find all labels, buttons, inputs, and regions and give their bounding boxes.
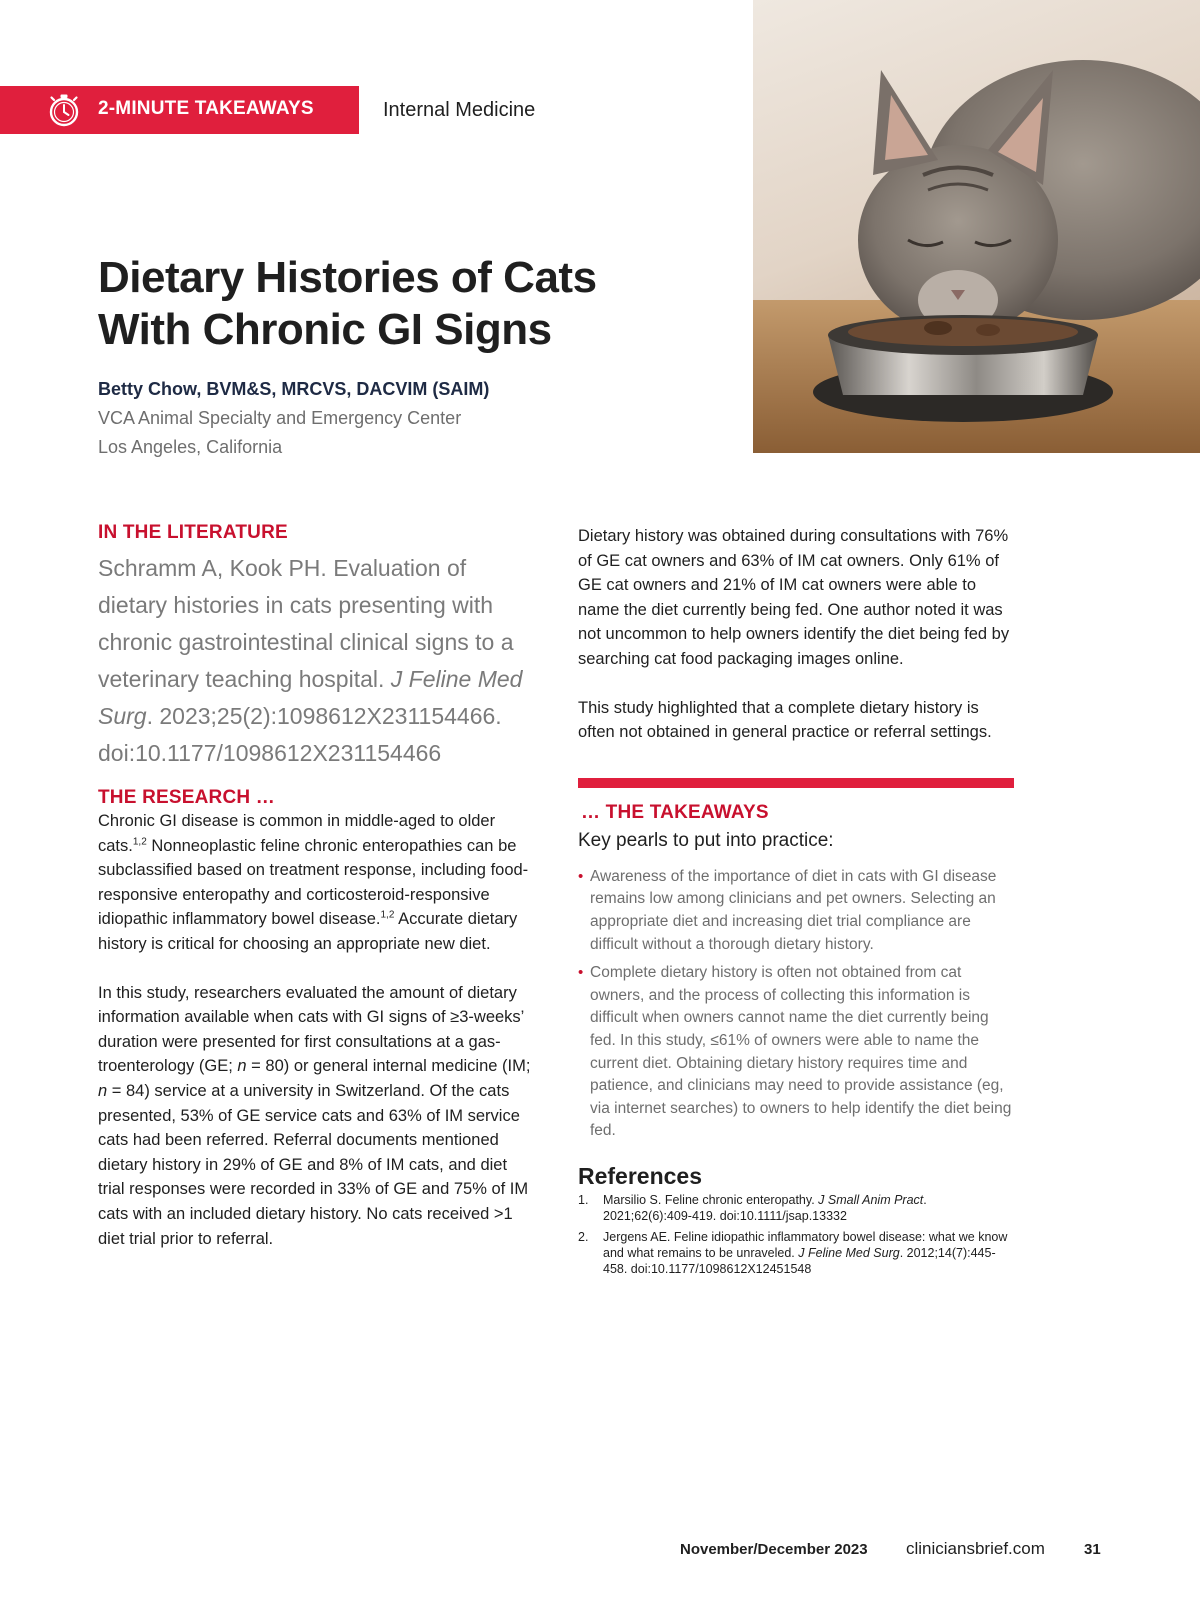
literature-heading: IN THE LITERATURE bbox=[98, 522, 288, 543]
reference-number: 2. bbox=[578, 1229, 589, 1244]
reference-details: . 2012;14(7):445-458. doi:10.1177/1098612X12451548 bbox=[603, 1245, 996, 1276]
band-label: 2-MINUTE TAKEAWAYS bbox=[98, 98, 314, 119]
research-text: Nonneoplastic feline chronic enteropathies can be subclassified based on treatment response, including food-responsive enteropathy and corticosteroid-responsive idiopathic inflammatory bowel disease. bbox=[98, 836, 529, 929]
author-location: Los Angeles, California bbox=[98, 437, 283, 457]
references-list bbox=[578, 1192, 1018, 1277]
research-paragraph-2 bbox=[98, 981, 538, 1252]
conclusion-paragraph: This study highlighted that a complete dietary history is often not obtained in general practice or referral settings. bbox=[578, 698, 992, 742]
cat-photo bbox=[753, 0, 1200, 453]
reference-journal: J Small Anim Pract bbox=[818, 1192, 924, 1207]
reference-item bbox=[578, 1192, 1018, 1224]
citation-main: Schramm A, Kook PH. Evaluation of dietary histories in cats presenting with chronic gastrointestinal clinical signs to a veterinary teaching hospital. bbox=[98, 555, 514, 692]
title-line-2: With Chronic GI Signs bbox=[98, 305, 552, 354]
research-text: Accurate dietary history is critical for choosing an appropriate new diet. bbox=[98, 910, 518, 953]
reference-text: Jergens AE. Feline idiopathic inflammatory bowel disease: what we know and what remains to be unraveled. bbox=[603, 1229, 1008, 1260]
cat-eating-illustration bbox=[753, 0, 1200, 453]
article-title bbox=[98, 252, 738, 356]
author-name: Betty Chow, BVM&S, MRCVS, DACVIM (SAIM) bbox=[98, 379, 490, 399]
references-heading: References bbox=[578, 1162, 703, 1189]
sample-size-symbol: n bbox=[98, 1081, 108, 1100]
reference-text: Marsilio S. Feline chronic enteropathy. bbox=[603, 1192, 819, 1207]
reference-number: 1. bbox=[578, 1192, 589, 1207]
takeaway-text: Awareness of the importance of diet in cats with GI disease remains low among clinicians and pet owners. Selecting an appropriate diet and increasing diet trial compliance are difficult without a thorough dietary history. bbox=[590, 867, 997, 953]
bullet-icon: • bbox=[578, 867, 584, 885]
takeaways-list bbox=[578, 866, 1018, 1143]
issue-date: November/December 2023 bbox=[680, 1541, 868, 1558]
citation-rest: . 2023;25(2):1098612X231154466. doi:10.1177/1098612X231154466 bbox=[98, 703, 502, 766]
research-heading: THE RESEARCH … bbox=[98, 787, 275, 808]
citation-journal: J Feline Med Surg bbox=[98, 666, 523, 729]
right-column bbox=[578, 524, 1018, 1282]
author-affiliation: VCA Animal Specialty and Emergency Center bbox=[98, 408, 462, 428]
sample-size-symbol: n bbox=[237, 1057, 247, 1076]
section-band bbox=[0, 86, 359, 134]
stopwatch-icon bbox=[46, 92, 82, 128]
takeaway-item bbox=[578, 962, 1018, 1143]
reference-details: . 2021;62(6):409-419. doi:10.1111/jsap.13332 bbox=[603, 1192, 927, 1223]
reference-superscript: 1,2 bbox=[380, 909, 395, 921]
website-link[interactable]: cliniciansbrief.com bbox=[906, 1539, 1045, 1558]
page-number: 31 bbox=[1084, 1541, 1101, 1558]
reference-journal: J Feline Med Surg bbox=[798, 1245, 900, 1260]
bullet-icon: • bbox=[578, 964, 584, 982]
takeaways-heading: … THE TAKEAWAYS bbox=[581, 801, 769, 823]
research-text: In this study, researchers evaluated the amount of dietary information available when cats with GI signs of ≥3-weeks’ duration were presented for first consultations at a gastroenterology (GE; bbox=[98, 983, 524, 1076]
title-line-1: Dietary Histories of Cats bbox=[98, 253, 597, 302]
section-tag: Internal Medicine bbox=[383, 99, 536, 121]
research-text: = 84) service at a university in Switzerland. Of the cats presented, 53% of GE service cats and 63% of IM service cats had been referred. Referral documents mentioned dietary history in 29% of GE and 8% of IM cats, and diet trial responses were recorded in 33% of GE and 75% of IM cats with an included dietary history. No cats received >1 diet trial prior to referral. bbox=[98, 1081, 529, 1248]
results-paragraph: Dietary history was obtained during consultations with 76% of GE cat owners and 63% of IM cat owners. Only 61% of GE cat owners and 21% of IM cat owners were able to name the diet currently being fed. One author noted it was not uncommon to help owners identify the diet being fed by searching cat food packaging images online. bbox=[578, 527, 1010, 668]
reference-superscript: 1,2 bbox=[132, 836, 147, 848]
reference-item bbox=[578, 1229, 1018, 1277]
takeaways-subheading: Key pearls to put into practice: bbox=[578, 829, 834, 851]
research-paragraph-1 bbox=[98, 809, 538, 957]
research-text: = 80) or general internal medicine (IM; bbox=[246, 1057, 531, 1076]
literature-citation bbox=[98, 550, 538, 772]
takeaway-text: Complete dietary history is often not obtained from cat owners, and the process of collecting this information is difficult when owners cannot name the diet currently being fed. In this study, ≤61% of owners were able to name the current diet. Obtaining dietary history requires time and patience, and clinicians may need to provide assistance (eg, via internet searches) to owners to help identify the diet being fed. bbox=[590, 964, 1012, 1140]
takeaway-item bbox=[578, 866, 1018, 956]
takeaways-divider bbox=[578, 778, 1014, 788]
left-column bbox=[98, 522, 538, 1251]
research-text: Chronic GI disease is common in middle-aged to older cats. bbox=[98, 812, 496, 855]
